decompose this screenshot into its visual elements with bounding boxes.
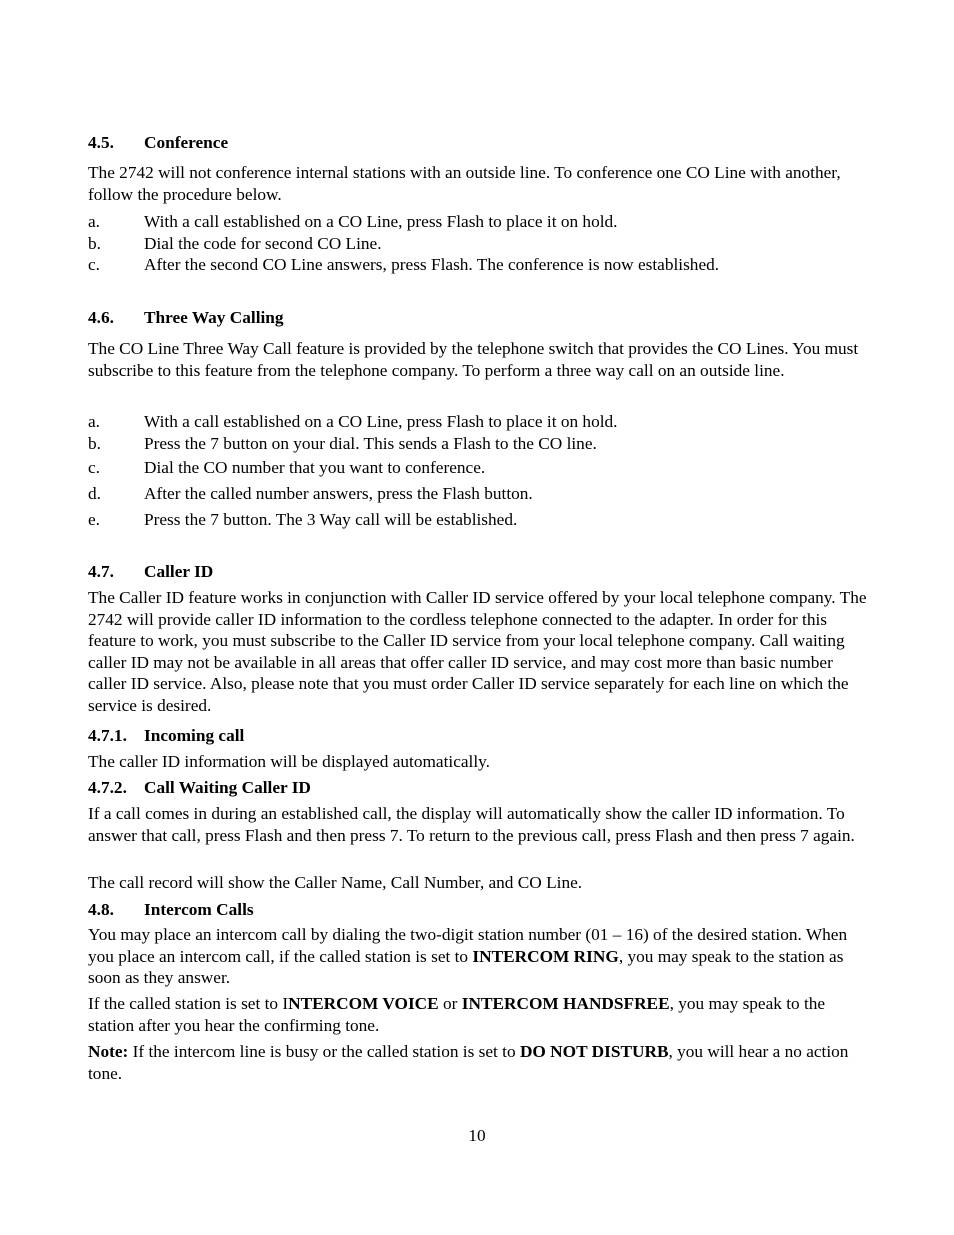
heading-number: 4.5. <box>88 133 114 152</box>
heading-title: Three Way Calling <box>144 308 284 327</box>
list-text: Dial the CO number that you want to conference. <box>144 458 486 477</box>
list-text: With a call established on a CO Line, press Flash to place it on hold. <box>144 212 618 231</box>
intercom-paragraph-2 <box>88 993 868 1036</box>
bold-term: DO NOT DISTURB <box>519 1042 669 1061</box>
list-marker: c. <box>88 458 100 477</box>
heading-title: Incoming call <box>144 726 245 745</box>
text-run: , you will hear a no action tone. <box>88 1042 849 1083</box>
heading-title: Intercom Calls <box>144 900 254 919</box>
three-way-paragraph: The CO Line Three Way Call feature is provided by the telephone switch that provides the CO Lines. You must subscribe to this feature from the telephone company. To perform a three way call on an outside line. <box>88 339 859 380</box>
heading-number: 4.7. <box>88 562 114 581</box>
intercom-paragraph-1 <box>88 924 868 989</box>
list-marker: b. <box>88 434 101 453</box>
list-marker: a. <box>88 212 100 231</box>
text-run: , you may speak to the station after you hear the confirming tone. <box>88 994 826 1035</box>
list-marker: a. <box>88 412 100 431</box>
heading-number: 4.8. <box>88 900 114 919</box>
list-text: Press the 7 button on your dial. This sends a Flash to the CO line. <box>144 434 597 453</box>
text-run: If the called station is set to I <box>88 994 289 1013</box>
list-item <box>88 211 868 233</box>
call-record-paragraph: The call record will show the Caller Name, Call Number, and CO Line. <box>88 873 583 892</box>
heading-number: 4.7.2. <box>88 778 127 797</box>
text-run: You may place an intercom call by dialing the two-digit station number (01 – 16) of the desired station. When you place an intercom call, if the called station is set to <box>88 925 848 966</box>
heading-number: 4.7.1. <box>88 726 127 745</box>
text-run: , you may speak to the station as soon as they answer. <box>88 946 844 987</box>
list-marker: c. <box>88 255 100 274</box>
note-label: Note: <box>88 1042 129 1061</box>
heading-4-6 <box>88 307 868 329</box>
heading-4-7 <box>88 561 868 583</box>
bold-term: NTERCOM VOICE <box>288 994 439 1013</box>
text-run: or <box>438 994 462 1013</box>
list-text: After the second CO Line answers, press Flash. The conference is now established. <box>144 255 720 274</box>
list-text: With a call established on a CO Line, press Flash to place it on hold. <box>144 412 618 431</box>
call-waiting-paragraph: If a call comes in during an established call, the display will automatically show the caller ID information. To answer that call, press Flash and then press 7. To return to the previous call, press Flash and then press 7 again. <box>88 804 855 845</box>
heading-title: Caller ID <box>144 562 214 581</box>
heading-4-7-1 <box>88 725 868 747</box>
list-item <box>88 411 868 433</box>
list-item <box>88 433 868 455</box>
caller-id-paragraph: The Caller ID feature works in conjunction with Caller ID service offered by your local telephone company. The 2742 will provide caller ID information to the cordless telephone connected to the adapter. In order for this feature to work, you must subscribe to the Caller ID service from your local telephone company. Call waiting caller ID may not be available in all areas that offer caller ID service, and may cost more than basic number caller ID service. Also, please note that you must order Caller ID service separately for each line on which the service is desired. <box>88 588 867 715</box>
list-marker: e. <box>88 510 100 529</box>
list-marker: b. <box>88 234 101 253</box>
incoming-call-paragraph: The caller ID information will be displayed automatically. <box>88 752 490 771</box>
list-item <box>88 254 868 276</box>
list-text: Dial the code for second CO Line. <box>144 234 382 253</box>
page-number: 10 <box>468 1126 486 1145</box>
heading-title: Conference <box>144 133 229 152</box>
conference-paragraph: The 2742 will not conference internal stations with an outside line. To conference one CO Line with another, follow the procedure below. <box>88 163 841 204</box>
heading-title: Call Waiting Caller ID <box>144 778 311 797</box>
list-text: After the called number answers, press the Flash button. <box>144 484 533 503</box>
text-run: If the intercom line is busy or the called station is set to <box>128 1042 520 1061</box>
list-item <box>88 233 868 255</box>
list-item <box>88 509 868 531</box>
list-text: Press the 7 button. The 3 Way call will be established. <box>144 510 518 529</box>
heading-number: 4.6. <box>88 308 114 327</box>
intercom-note-paragraph <box>88 1041 868 1084</box>
list-item <box>88 483 868 505</box>
heading-4-5 <box>88 132 868 154</box>
list-item <box>88 457 868 479</box>
heading-4-7-2 <box>88 777 868 799</box>
list-marker: d. <box>88 484 101 503</box>
heading-4-8 <box>88 899 868 921</box>
bold-term: INTERCOM HANDSFREE <box>461 994 670 1013</box>
bold-term: INTERCOM RING <box>472 946 619 966</box>
